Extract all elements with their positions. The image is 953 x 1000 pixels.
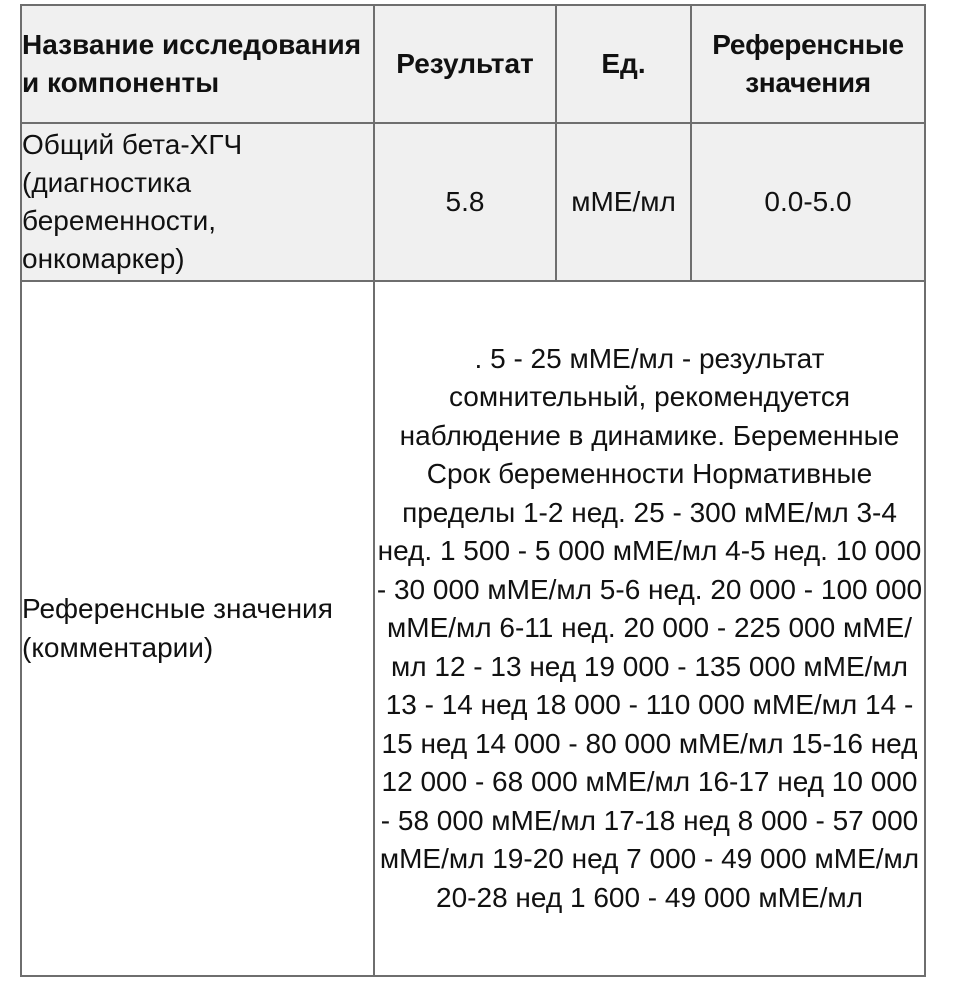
test-name-cell: Общий бета-ХГЧ (диагностика беременности, онкомаркер) [21, 123, 374, 281]
table-header-row [21, 5, 925, 123]
results-table-container [20, 4, 926, 977]
comment-text-cell: . 5 - 25 мМЕ/мл - результат сомнительный, рекомендуется наблюдение в динамике. Беременные Срок беременности Нормативные пределы 1-2 нед. 25 - 300 мМЕ/мл 3-4 нед. 1 500 - 5 000 мМЕ/мл 4-5 нед. 10 000 - 30 000 мМЕ/мл 5-6 нед. 20 000 - 100 000 мМЕ/мл 6-11 нед. 20 000 - 225 000 мМЕ/мл 12 - 13 нед 19 000 - 135 000 мМЕ/мл 13 - 14 нед 18 000 - 110 000 мМЕ/мл 14 - 15 нед 14 000 - 80 000 мМЕ/мл 15-16 нед 12 000 - 68 000 мМЕ/мл 16-17 нед 10 000 - 58 000 мМЕ/мл 17-18 нед 8 000 - 57 000 мМЕ/мл 19-20 нед 7 000 - 49 000 мМЕ/мл 20-28 нед 1 600 - 49 000 мМЕ/мл [374, 281, 925, 976]
unit-cell: мМЕ/мл [556, 123, 691, 281]
header-unit: Ед. [556, 5, 691, 123]
comment-label-cell: Референсные значения (комментарии) [21, 281, 374, 976]
comment-row [21, 281, 925, 976]
header-test-name: Название исследования и компоненты [21, 5, 374, 123]
table-row [21, 123, 925, 281]
reference-range-cell: 0.0-5.0 [691, 123, 925, 281]
header-result: Результат [374, 5, 556, 123]
header-reference: Референсные значения [691, 5, 925, 123]
lab-results-table [20, 4, 926, 977]
result-value-cell: 5.8 [374, 123, 556, 281]
